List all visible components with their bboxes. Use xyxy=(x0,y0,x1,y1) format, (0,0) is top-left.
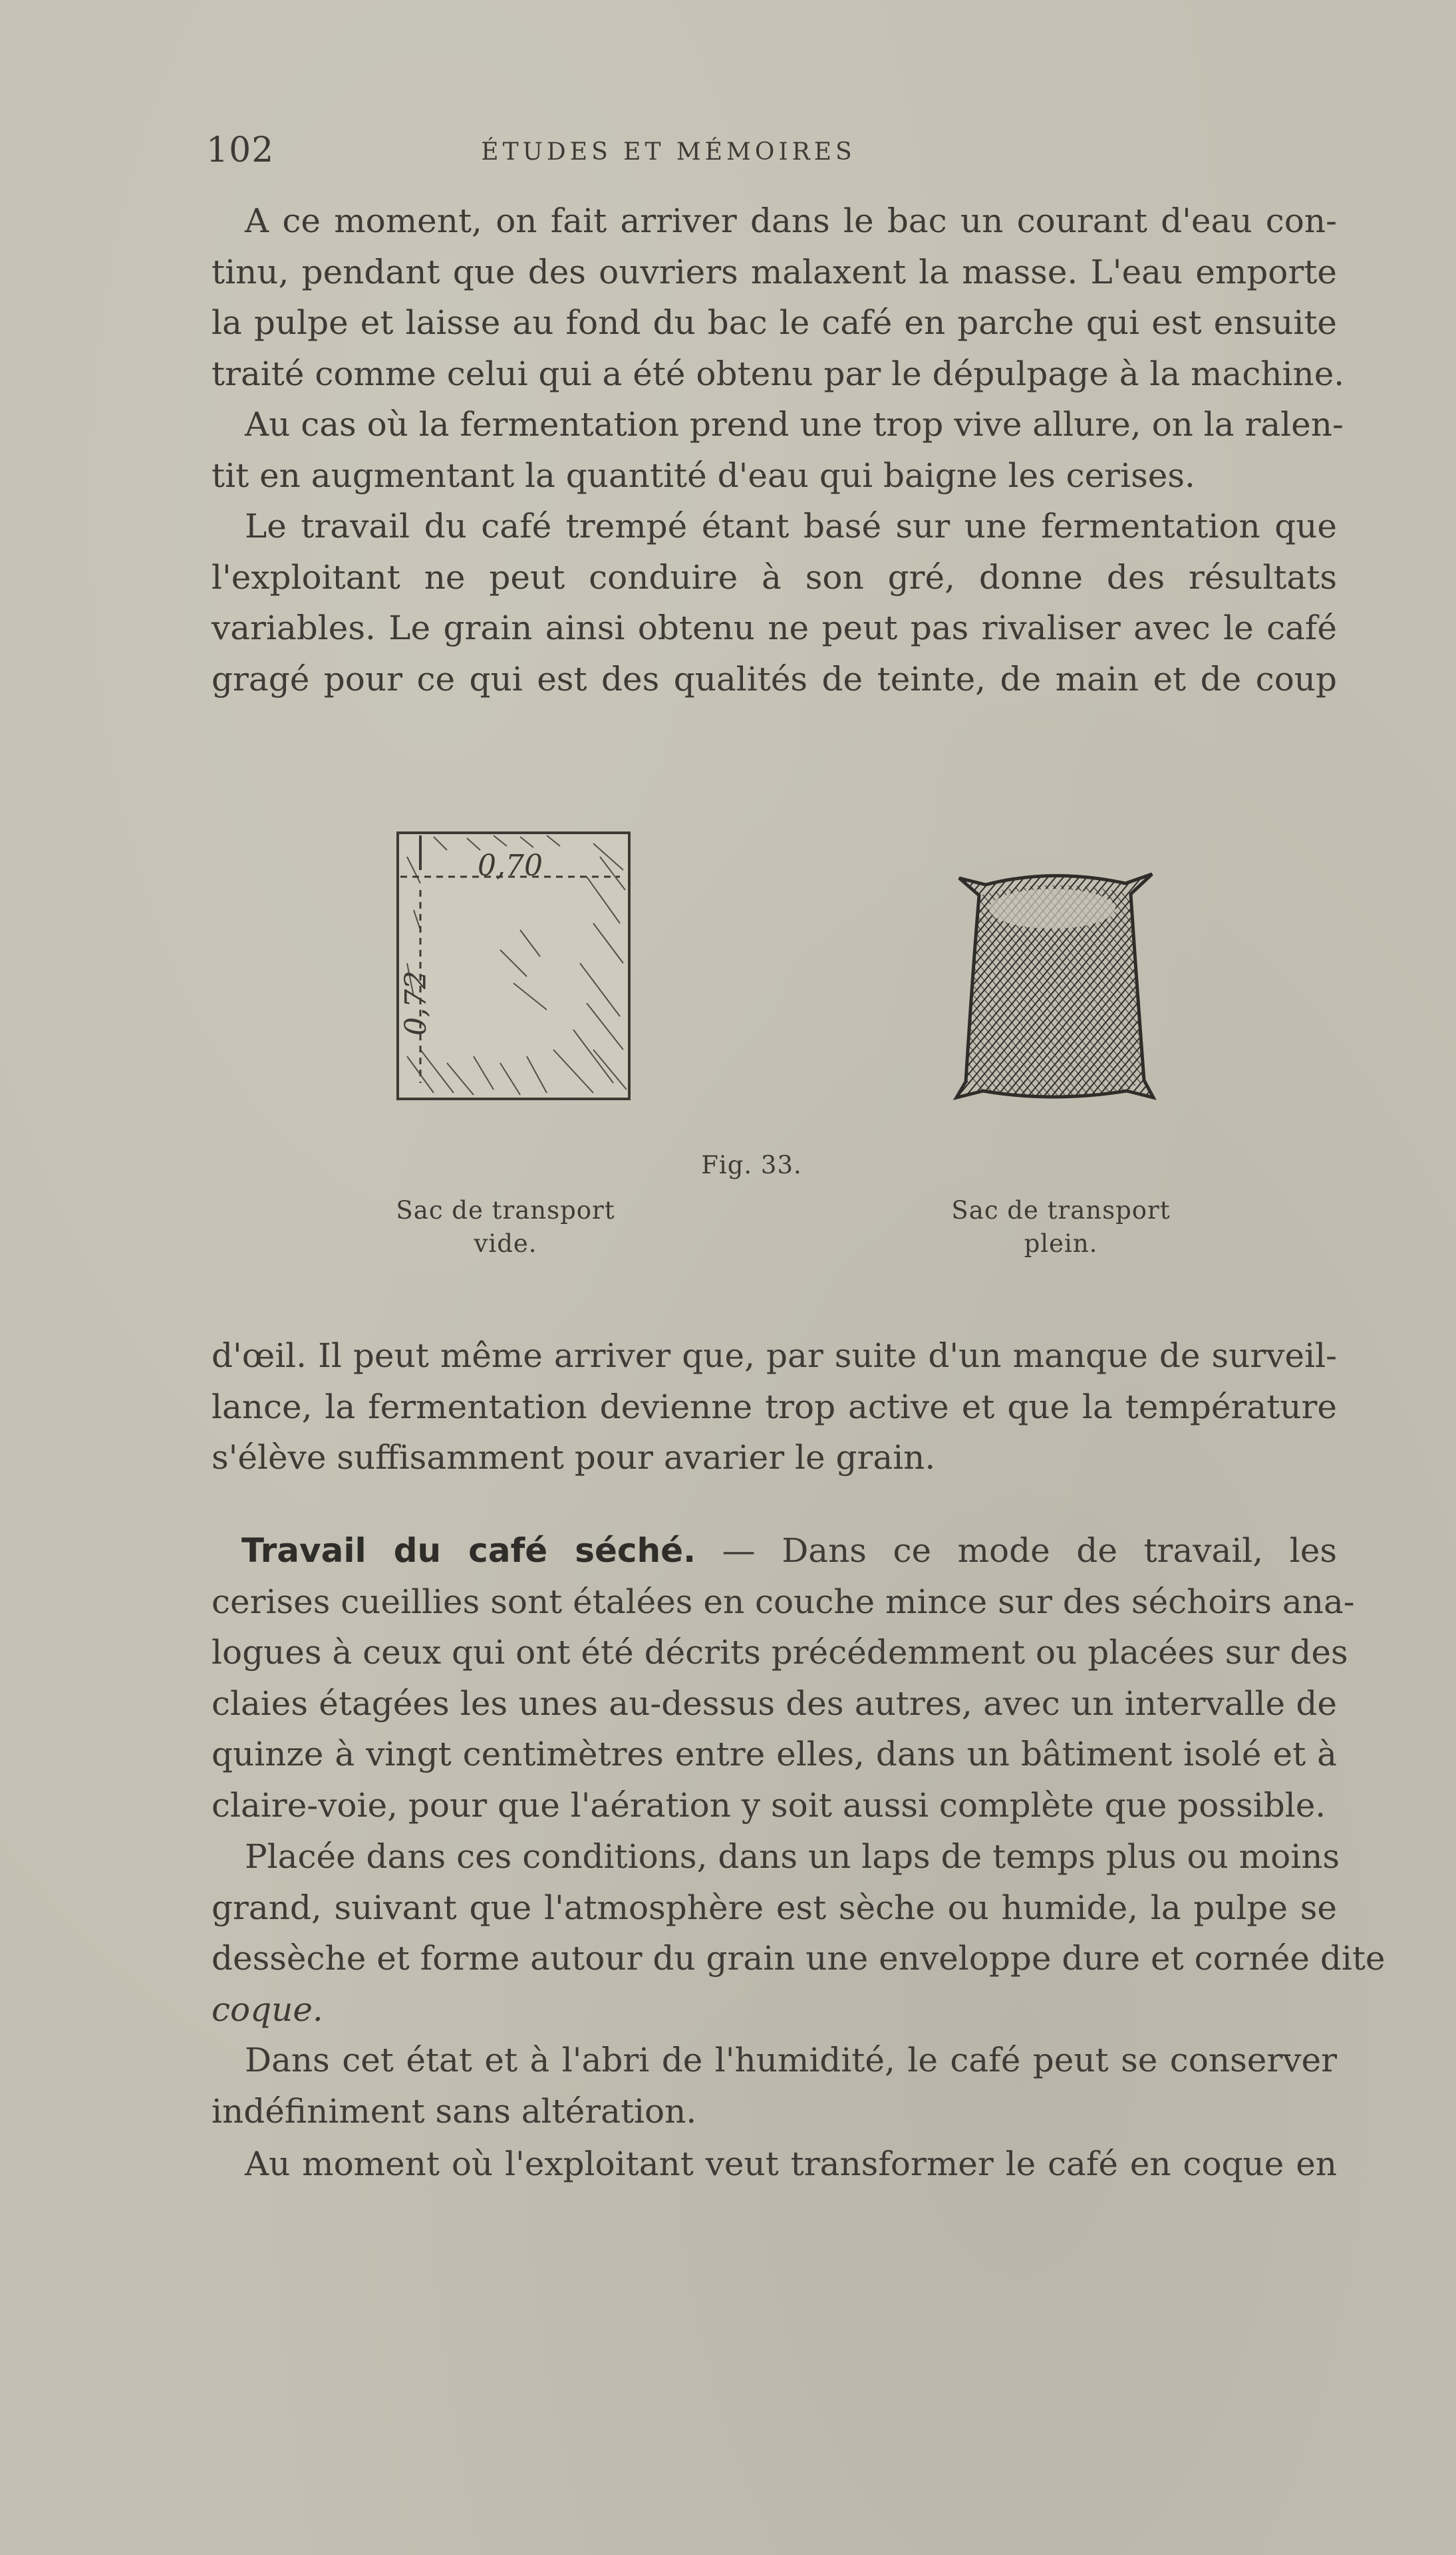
text-line: l'exploitant ne peut conduire à son gré, donne des résultats xyxy=(212,557,1337,597)
text-line: la pulpe et laisse au fond du bac le café en parche qui est ensuite xyxy=(212,303,1337,342)
text-line: s'élève suffisamment pour avarier le grain. xyxy=(212,1438,936,1477)
text-line: grand, suivant que l'atmosphère est sèche ou humide, la pulpe se xyxy=(212,1888,1337,1927)
page-number: 102 xyxy=(206,130,275,170)
text-line: claire-voie, pour que l'aération y soit aussi complète que possible. xyxy=(212,1785,1326,1825)
paragraph-4 xyxy=(212,1330,1337,1483)
text-line: claies étagées les unes au-dessus des autres, avec un intervalle de xyxy=(212,1684,1337,1723)
figure-number: Fig. 33. xyxy=(701,1151,802,1179)
paragraph-7 xyxy=(212,2139,1337,2190)
text-line: traité comme celui qui a été obtenu par le dépulpage à la machine. xyxy=(212,354,1345,393)
italic-term: coque. xyxy=(212,1990,323,2029)
em-dash: — xyxy=(696,1531,782,1570)
text-line: A ce moment, on fait arriver dans le bac un courant d'eau con- xyxy=(245,202,1337,240)
page-header xyxy=(206,130,1337,177)
text-line: dessèche et forme autour du grain une enveloppe dure et cornée dite xyxy=(212,1939,1385,1978)
caption-empty-sack xyxy=(372,1194,639,1261)
full-sack-illustration xyxy=(952,869,1159,1108)
text-line: d'œil. Il peut même arriver que, par suite d'un manque de surveil- xyxy=(212,1336,1337,1375)
section-paragraph xyxy=(212,1525,1355,1831)
paragraph-6 xyxy=(212,2035,1337,2137)
section-first-line: Dans ce mode de travail, les xyxy=(782,1531,1337,1570)
paragraph-5 xyxy=(212,1831,1385,2035)
text-line: lance, la fermentation devienne trop active et que la température xyxy=(212,1387,1337,1426)
caption-line: Sac de transport xyxy=(951,1196,1171,1225)
text-line: quinze à vingt centimètres entre elles, dans un bâtiment isolé et à xyxy=(212,1735,1337,1773)
text-line: Au moment où l'exploitant veut transformer le café en coque en xyxy=(245,2145,1337,2183)
text-line: Au cas où la fermentation prend une trop vive allure, on la ralen- xyxy=(245,405,1344,444)
caption-line: Sac de transport xyxy=(396,1196,615,1225)
text-line: Le travail du café trempé étant basé sur une fermentation que xyxy=(245,507,1337,545)
text-line: logues à ceux qui ont été décrits précédemment ou placées sur des xyxy=(212,1633,1348,1672)
sack-width-dimension: 0,70 xyxy=(478,849,543,883)
paragraph-1 xyxy=(212,196,1345,399)
text-line: indéfiniment sans altération. xyxy=(212,2091,697,2131)
text-line: gragé pour ce qui est des qualités de teinte, de main et de coup xyxy=(212,659,1337,698)
sack-height-dimension: 0,72 xyxy=(399,971,433,1036)
text-line: tit en augmentant la quantité d'eau qui baigne les cerises. xyxy=(212,456,1195,495)
caption-line: vide. xyxy=(474,1229,537,1258)
text-line: cerises cueillies sont étalées en couche mince sur des séchoirs ana- xyxy=(212,1582,1355,1621)
text-line xyxy=(212,1525,1337,1577)
caption-full-sack xyxy=(928,1194,1194,1261)
text-line: Placée dans ces conditions, dans un laps de temps plus ou moins xyxy=(245,1837,1340,1876)
paragraph-3 xyxy=(212,501,1337,704)
text-line xyxy=(212,1984,1337,2035)
caption-line: plein. xyxy=(1024,1229,1098,1258)
text-line: variables. Le grain ainsi obtenu ne peut pas rivaliser avec le café xyxy=(212,609,1337,647)
running-head: ÉTUDES ET MÉMOIRES xyxy=(481,138,856,166)
empty-sack-illustration xyxy=(394,830,633,1103)
text-line: Dans cet état et à l'abri de l'humidité, le café peut se conserver xyxy=(245,2041,1337,2079)
paragraph-2 xyxy=(212,399,1344,501)
section-title: Travail du café séché. xyxy=(241,1531,696,1570)
text-line: tinu, pendant que des ouvriers malaxent la masse. L'eau emporte xyxy=(212,252,1337,291)
